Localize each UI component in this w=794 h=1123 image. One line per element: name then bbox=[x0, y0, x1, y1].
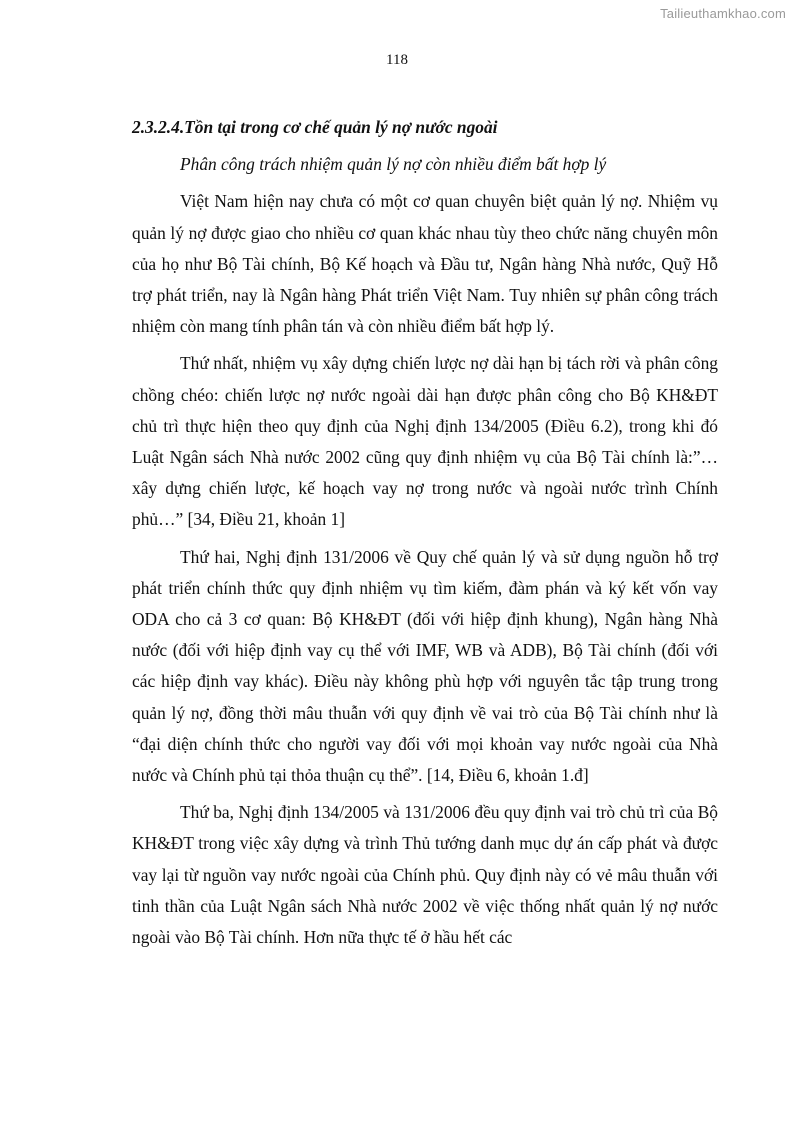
document-body bbox=[132, 112, 718, 959]
paragraph-4: Thứ ba, Nghị định 134/2005 và 131/2006 đều quy định vai trò chủ trì của Bộ KH&ĐT trong việc xây dựng và trình Thủ tướng danh mục dự án cấp phát và được vay lại từ nguồn vay nước ngoài của Chính phủ. Quy định này có vẻ mâu thuẫn với tinh thần của Luật Ngân sách Nhà nước 2002 về việc thống nhất quản lý nợ nước ngoài vào Bộ Tài chính. Hơn nữa thực tế ở hầu hết các bbox=[132, 802, 718, 948]
paragraph-1: Việt Nam hiện nay chưa có một cơ quan chuyên biệt quản lý nợ. Nhiệm vụ quản lý nợ được giao cho nhiều cơ quan khác nhau tùy theo chức năng chuyên môn của họ như Bộ Tài chính, Bộ Kế hoạch và Đầu tư, Ngân hàng Nhà nước, Quỹ Hỗ trợ phát triển, nay là Ngân hàng Phát triển Việt Nam. Tuy nhiên sự phân công trách nhiệm còn mang tính phân tán và còn nhiều điểm bất hợp lý. bbox=[132, 191, 718, 337]
page-number: 118 bbox=[386, 52, 408, 68]
watermark: Tailieuthamkhao.com bbox=[660, 6, 786, 21]
paragraph-2: Thứ nhất, nhiệm vụ xây dựng chiến lược nợ dài hạn bị tách rời và phân công chồng chéo: chiến lược nợ nước ngoài dài hạn được phân công cho Bộ KH&ĐT chủ trì thực hiện theo quy định của Nghị định 134/2005 (Điều 6.2), trong khi đó Luật Ngân sách Nhà nước 2002 cũng quy định nhiệm vụ của Bộ Tài chính là:”…xây dựng chiến lược, kế hoạch vay nợ trong nước và ngoài nước trình Chính phủ…” [34, Điều 21, khoản 1] bbox=[132, 353, 718, 530]
section-subheading: Phân công trách nhiệm quản lý nợ còn nhiều điểm bất hợp lý bbox=[180, 154, 607, 175]
paragraph-3: Thứ hai, Nghị định 131/2006 về Quy chế quản lý và sử dụng nguồn hỗ trợ phát triển chính thức quy định nhiệm vụ tìm kiếm, đàm phán và ký kết vốn vay ODA cho cả 3 cơ quan: Bộ KH&ĐT (đối với hiệp định khung), Ngân hàng Nhà nước (đối với hiệp định vay cụ thể với IMF, WB và ADB), Bộ Tài chính (đối với các hiệp định vay khác). Điều này không phù hợp với nguyên tắc tập trung trong quản lý nợ, đồng thời mâu thuẫn với quy định về vai trò của Bộ Tài chính như là “đại diện chính thức cho người vay đối với mọi khoản vay nước ngoài của Nhà nước và Chính phủ tại thỏa thuận cụ thể”. [14, Điều 6, khoản 1.đ] bbox=[132, 546, 718, 786]
section-heading: 2.3.2.4.Tồn tại trong cơ chế quản lý nợ nước ngoài bbox=[132, 117, 498, 137]
